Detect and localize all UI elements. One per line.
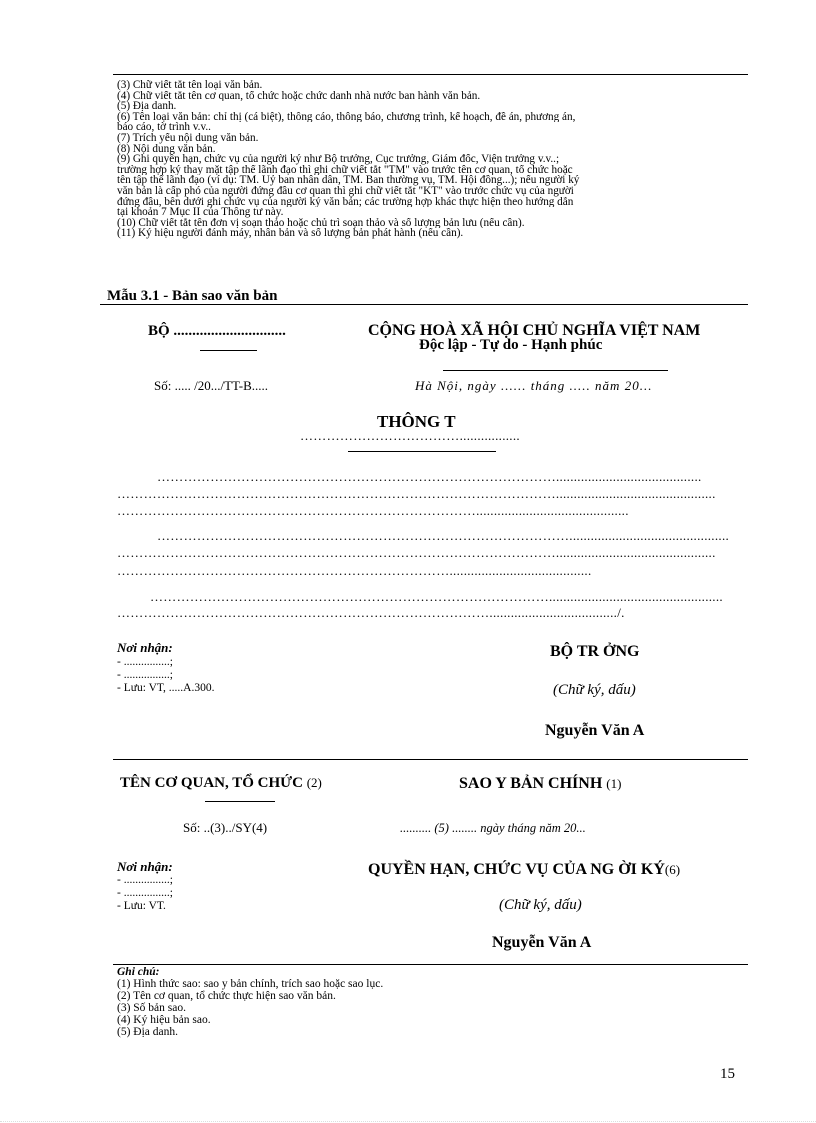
copy-org xyxy=(120,775,322,792)
document-subject: ………………………………................. xyxy=(300,428,520,443)
note-line: tên tập thể lãnh đạo (ví dụ: TM. Uỷ ban nhân dân, TM. Ban thường vụ, TM. Hội đồng...); nếu người ký xyxy=(117,175,580,186)
bottom-note-line: (1) Hình thức sao: sao y bản chính, trích sao hoặc sao lục. xyxy=(117,978,384,990)
note-line: (11) Ký hiệu người đánh máy, nhân bản và số lượng bản phát hành (nếu cần). xyxy=(117,228,464,239)
agency-underline xyxy=(200,350,257,351)
note-line: (6) Tên loại văn bản: chỉ thị (cá biệt), thông cáo, thông báo, chương trình, kế hoạch, đề án, phương án, xyxy=(117,111,576,123)
body-line: …………………………………………………………………………………............................................. xyxy=(157,528,730,543)
copy-recipient-item: - ................; xyxy=(117,887,173,899)
copy-signer-ref: (6) xyxy=(664,862,681,877)
page-bottom-border xyxy=(0,1121,816,1122)
subject-underline xyxy=(348,451,496,452)
copy-recipient-item: - Lưu: VT. xyxy=(117,900,166,912)
copy-org-ref: (2) xyxy=(306,775,322,790)
bottom-note-line: (3) Số bản sao. xyxy=(117,1002,186,1014)
motto-underline xyxy=(443,370,668,371)
body-line: ………………………………………………………………………………………............................................. xyxy=(117,486,716,501)
bottom-notes-rule xyxy=(113,964,748,965)
top-notes xyxy=(117,80,747,239)
note-line: (7) Trích yếu nội dung văn bản. xyxy=(117,132,259,144)
note-line: trường hợp ký thay mặt tập thể lãnh đạo thì ghi chữ viết tắt "TM" vào trước tên cơ quan, tổ chức hoặc xyxy=(117,164,573,176)
recipient-item: - ................; xyxy=(117,669,173,681)
republic-title: CỘNG HOÀ XÃ HỘI CHỦ NGHĨA VIỆT NAM xyxy=(368,322,701,339)
page-number: 15 xyxy=(720,1066,735,1082)
body-line: ………………………………………………………………………………................................................. xyxy=(150,589,723,604)
copy-type xyxy=(459,775,621,793)
bottom-note-line: (4) Ký hiệu bản sao. xyxy=(117,1014,211,1026)
copy-recipients-label: Nơi nhận: xyxy=(117,859,173,874)
note-line: (5) Địa danh. xyxy=(117,101,177,112)
bottom-note-line: (2) Tên cơ quan, tổ chức thực hiện sao văn bản. xyxy=(117,990,336,1002)
agency-name: BỘ .............................. xyxy=(148,323,286,339)
note-line: tại khoản 7 Mục II của Thông tư này. xyxy=(117,207,284,218)
section-title: Mẫu 3.1 - Bản sao văn bản xyxy=(107,288,278,304)
document-number: Số: ..... /20.../TT-B..... xyxy=(154,378,269,393)
signer-title: BỘ TR ỞNG xyxy=(550,643,640,660)
copy-date: .......... (5) ........ ngày tháng năm 20... xyxy=(400,821,586,835)
document-type: THÔNG T xyxy=(377,412,456,431)
copy-signer-title xyxy=(368,861,680,879)
note-line: (8) Nội dung văn bản. xyxy=(117,143,216,155)
copy-type-ref: (1) xyxy=(606,776,622,791)
bottom-notes-label: Ghi chú: xyxy=(117,966,160,978)
copy-signer-title-text: QUYỀN HẠN, CHỨC VỤ CỦA NG ỜI KÝ xyxy=(368,861,665,878)
copy-signer-name: Nguyễn Văn A xyxy=(492,934,592,951)
recipient-item: - ................; xyxy=(117,656,173,668)
signer-name: Nguyễn Văn A xyxy=(545,722,645,739)
body-line: ………………………………………………………………………………………............................................. xyxy=(117,545,716,560)
copy-recipient-item: - ................; xyxy=(117,874,173,886)
copy-org-name: TÊN CƠ QUAN, TỔ CHỨC xyxy=(120,775,303,791)
top-rule xyxy=(113,74,748,75)
body-line: ………………………………………………………………………........................................... xyxy=(117,503,629,518)
note-line: (9) Ghi quyền hạn, chức vụ của người ký như Bộ trưởng, Cục trưởng, Giám đốc, Viện trưởng v.v..; xyxy=(117,154,560,165)
note-line: đứng đầu, bên dưới ghi chức vụ của người ký văn bản; các trường hợp khác thực hiện theo hướng dẫn xyxy=(117,196,574,208)
body-line: …………………………………………………………………........................................ xyxy=(117,563,592,578)
note-line: báo cáo, tờ trình v.v.. xyxy=(117,122,211,133)
body-line: ………………………………………………………………………………......................................... xyxy=(157,469,702,484)
recipient-item: - Lưu: VT, .....A.300. xyxy=(117,682,215,694)
motto: Độc lập - Tự do - Hạnh phúc xyxy=(419,337,603,353)
bottom-note-line: (5) Địa danh. xyxy=(117,1026,178,1038)
note-line: (4) Chữ viết tắt tên cơ quan, tổ chức hoặc chức danh nhà nước ban hành văn bản. xyxy=(117,90,481,102)
copy-section-rule xyxy=(113,759,748,760)
copy-number: Số: ..(3)../SY(4) xyxy=(183,820,268,835)
note-line: văn bản là cấp phó của người đứng đầu cơ quan thì ghi chữ viết tắt "KT" vào trước chức vụ của người xyxy=(117,185,574,197)
document-date: Hà Nội, ngày ...... tháng ..... năm 20... xyxy=(415,378,653,393)
recipients-label: Nơi nhận: xyxy=(117,640,173,655)
section-rule xyxy=(100,304,748,305)
copy-type-label: SAO Y BẢN CHÍNH xyxy=(459,775,603,792)
copy-org-underline xyxy=(205,801,275,802)
copy-signature-note: (Chữ ký, dấu) xyxy=(499,897,582,913)
note-line: (10) Chữ viết tắt tên đơn vị soạn thảo hoặc chủ trì soạn thảo và số lượng bản lưu (nếu cần). xyxy=(117,217,525,229)
body-line: …………………………………………………………………………..................................../. xyxy=(117,605,625,620)
note-line: (3) Chữ viết tắt tên loại văn bản. xyxy=(117,80,263,91)
signature-note: (Chữ ký, dấu) xyxy=(553,682,636,698)
